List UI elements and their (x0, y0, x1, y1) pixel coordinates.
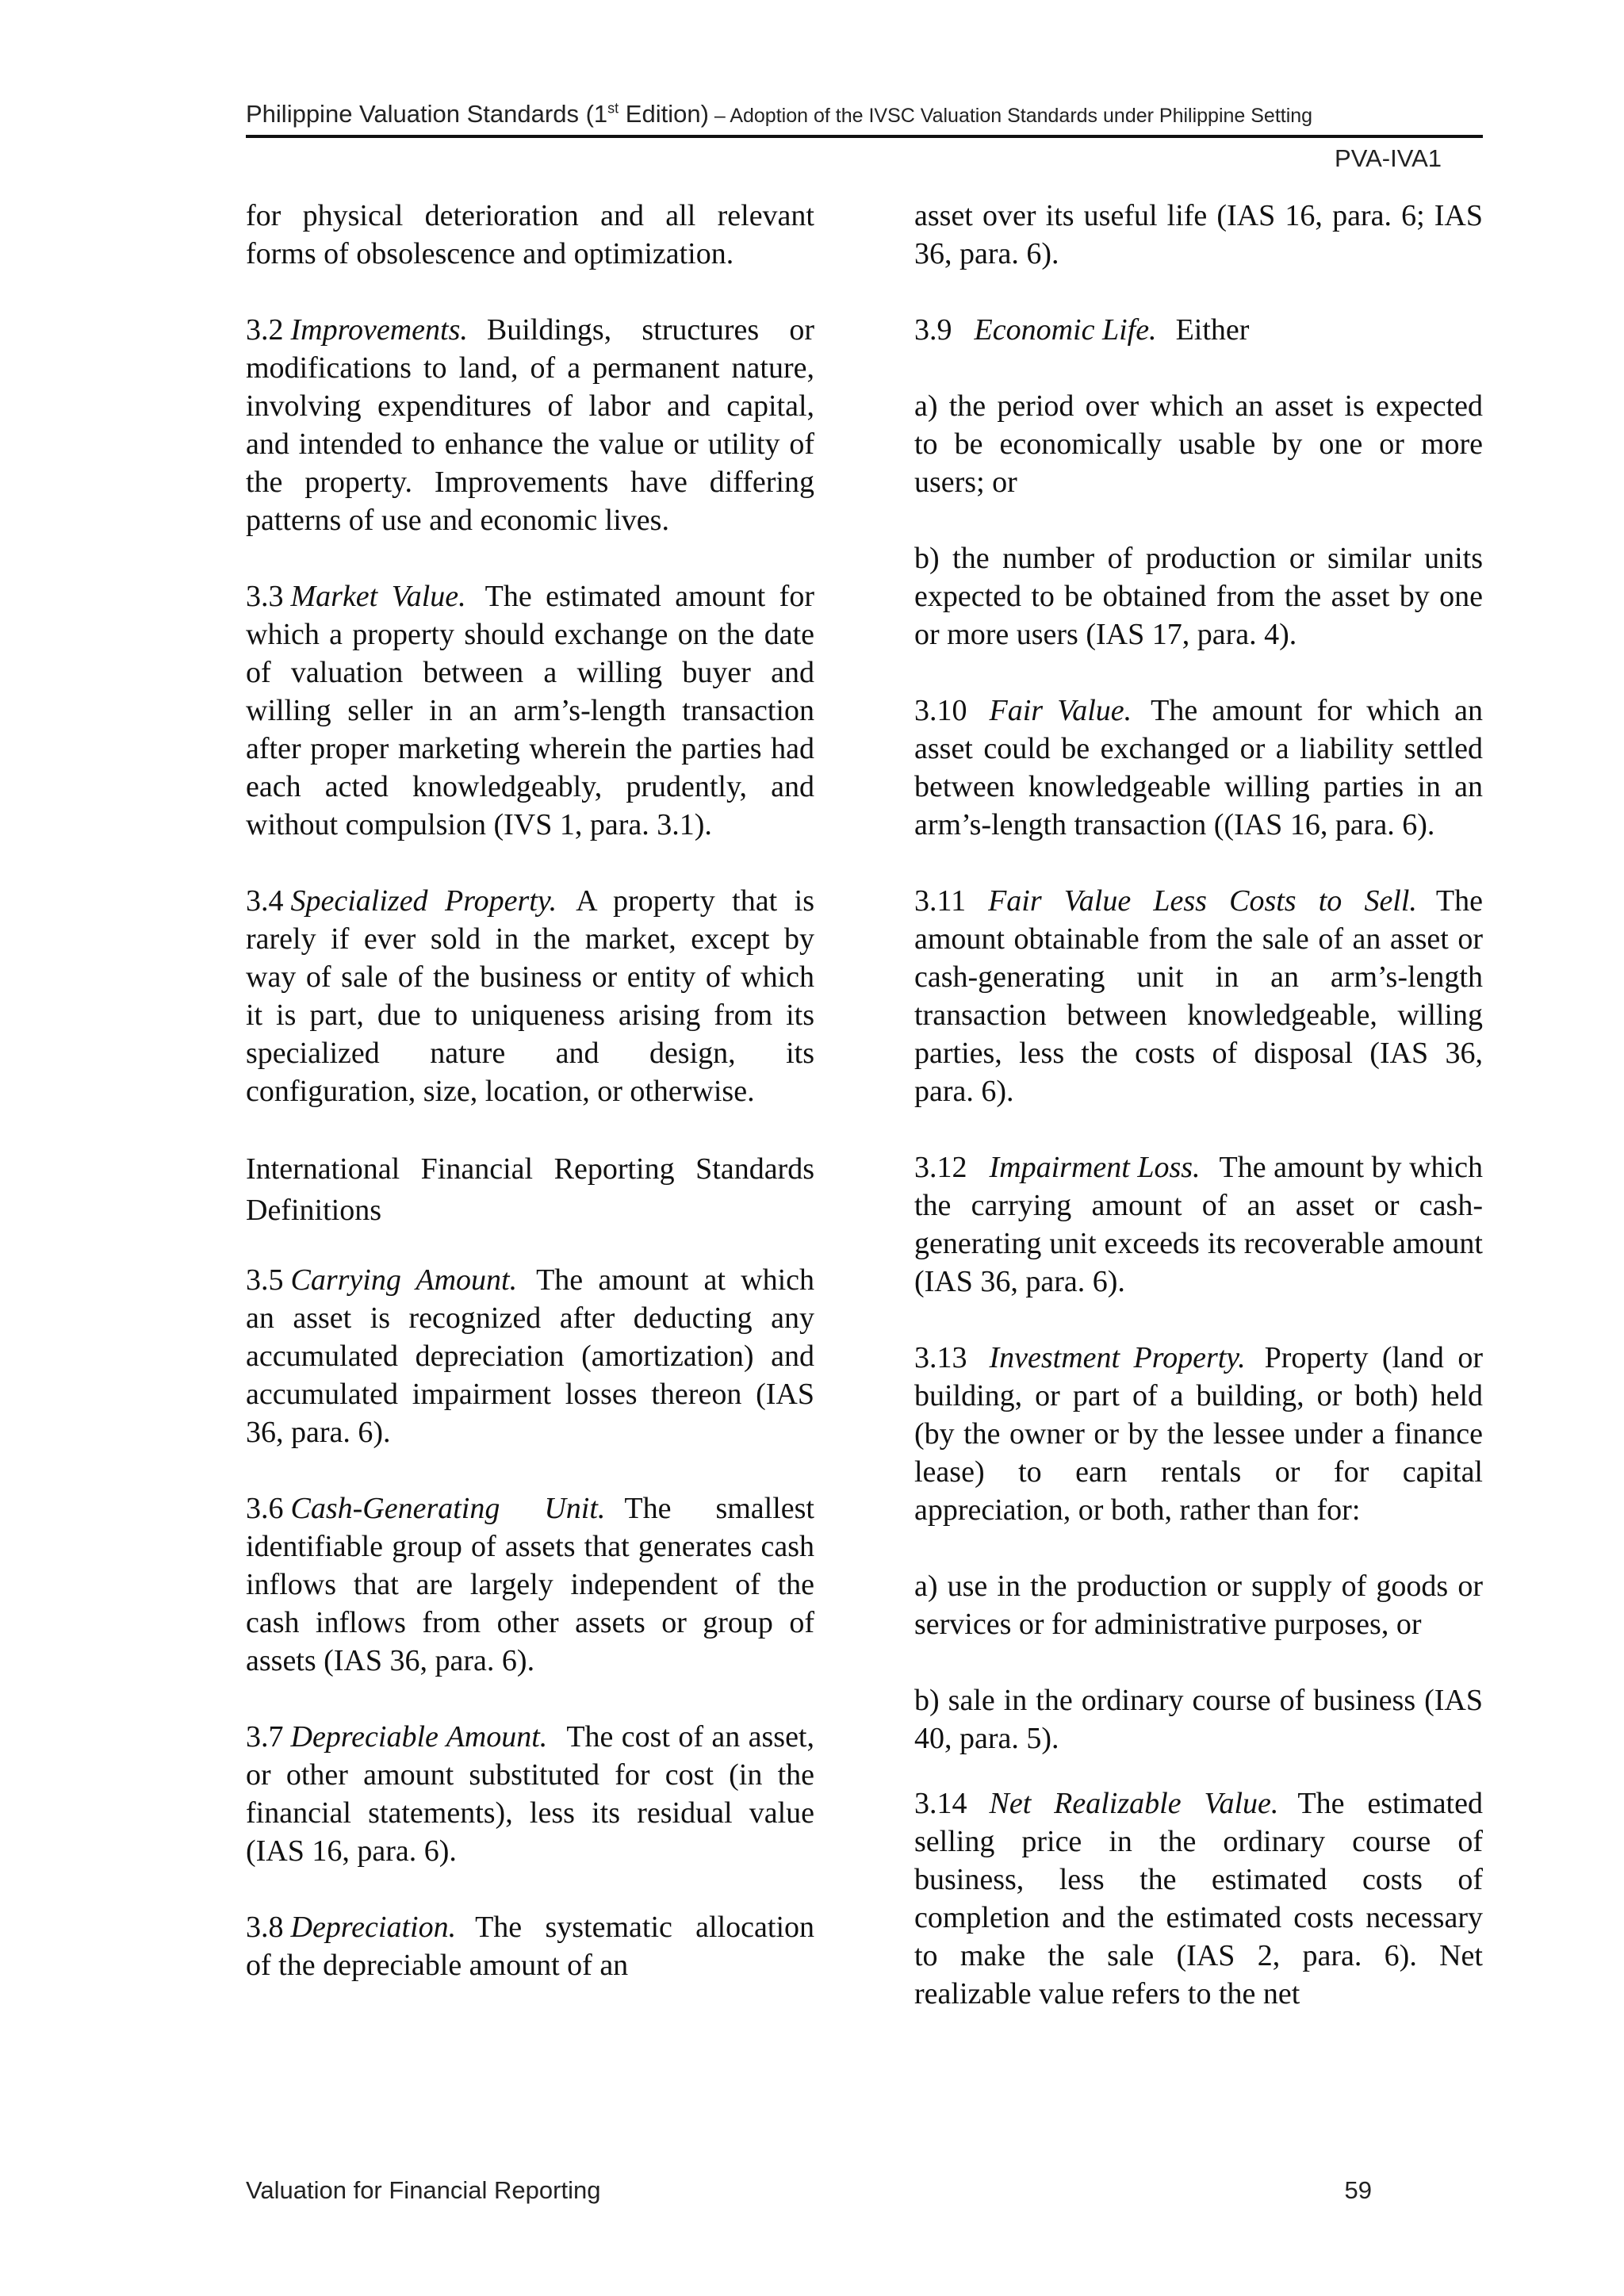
paragraph-text: for physical deterioration and all relevant forms of obsolescence and optimization. (246, 199, 814, 270)
list-item-text: a) the period over which an asset is expected to be economically usable by one or more users; or (914, 389, 1483, 499)
footer-title: Valuation for Financial Reporting (246, 2176, 601, 2204)
definition-number: 3.10 (914, 694, 967, 727)
header-rule (246, 135, 1483, 138)
definition-term: Improvements. (290, 313, 468, 347)
document-code: PVA-IVA1 (1335, 144, 1442, 172)
list-item-b (914, 539, 1483, 654)
definition-term: Depreciation. (290, 1911, 457, 1944)
paragraph-continuation (914, 197, 1483, 273)
section-heading-text: International Financial Reporting Standards Definitions (246, 1152, 814, 1227)
definition-text: The amount by which the carrying amount of an asset or cash-generating unit exceeds its recoverable amount (IAS 36, para. 6). (914, 1151, 1483, 1298)
definition-text: The systematic allocation of the depreciable amount of an (246, 1911, 814, 1982)
definition-improvements (246, 311, 814, 539)
definition-number: 3.6 (246, 1492, 284, 1525)
header-edition: (1st Edition) (585, 100, 709, 128)
definition-depreciable-amount (246, 1718, 814, 1870)
definition-economic-life (914, 311, 1483, 349)
definition-text: The amount obtainable from the sale of an asset or cash-generating unit in an arm’s-length transaction between knowledgeable, willing parties, less the costs of disposal (IAS 36, para. 6). (914, 884, 1483, 1108)
definition-number: 3.9 (914, 313, 952, 347)
definition-number: 3.14 (914, 1787, 967, 1820)
page-number: 59 (1344, 2176, 1372, 2204)
definition-fair-value-less-costs (914, 882, 1483, 1110)
definition-number: 3.3 (246, 580, 284, 613)
definition-text: The estimated selling price in the ordinary course of business, less the estimated costs of completion and the estimated costs necessary to make the sale (IAS 2, para. 6). Net realizable value refers to the net (914, 1787, 1483, 2010)
definition-investment-property (914, 1339, 1483, 1529)
page-header (246, 97, 1483, 176)
header-subtitle: Adoption of the IVSC Valuation Standards under Philippine Setting (730, 105, 1313, 127)
definition-impairment-loss (914, 1148, 1483, 1301)
definition-term: Market Value. (290, 580, 466, 613)
left-column (246, 197, 814, 2022)
definition-text: Either (1175, 313, 1250, 347)
definition-carrying-amount (246, 1261, 814, 1451)
definition-number: 3.8 (246, 1911, 284, 1944)
list-item-text: b) sale in the ordinary course of business (IAS 40, para. 5). (914, 1684, 1483, 1755)
definition-number: 3.12 (914, 1151, 967, 1184)
definition-term: Fair Value Less Costs to Sell. (988, 884, 1417, 918)
header-title: Philippine Valuation Standards (246, 100, 579, 128)
list-item-text: b) the number of production or similar units expected to be obtained from the asset by one or more users (IAS 17, para. 4). (914, 542, 1483, 651)
definition-text: Buildings, structures or modifications to land, of a permanent nature, involving expenditures of labor and capital, and intended to enhance the value or utility of the property. Improvements have differing patterns of use and economic lives. (246, 313, 814, 537)
definition-term: Impairment Loss. (989, 1151, 1201, 1184)
paragraph-continuation (246, 197, 814, 273)
definition-depreciation (246, 1908, 814, 1984)
definition-term: Fair Value. (989, 694, 1132, 727)
definition-specialized-property (246, 882, 814, 1110)
definition-number: 3.4 (246, 884, 284, 918)
definition-text: The cost of an asset, or other amount substituted for cost (in the financial statements), less its residual value (IAS 16, para. 6). (246, 1720, 814, 1868)
definition-market-value (246, 577, 814, 844)
paragraph-text: asset over its useful life (IAS 16, para. 6; IAS 36, para. 6). (914, 199, 1483, 270)
definition-term: Specialized Property. (290, 884, 557, 918)
list-item-a (914, 1567, 1483, 1643)
definition-text: The estimated amount for which a property should exchange on the date of valuation between a willing buyer and willing seller in an arm’s-length transaction after proper marketing wherein the parties had each acted knowledgeably, prudently, and without compulsion (IVS 1, para. 3.1). (246, 580, 814, 841)
definition-number: 3.7 (246, 1720, 284, 1754)
definition-number: 3.11 (914, 884, 967, 918)
right-column (914, 197, 1483, 2051)
page-footer (246, 2173, 1372, 2208)
list-item-b (914, 1681, 1483, 1757)
definition-term: Carrying Amount. (290, 1263, 518, 1297)
definition-number: 3.13 (914, 1341, 967, 1374)
definition-net-realizable-value (914, 1784, 1483, 2013)
header-title-line (246, 97, 1483, 133)
definition-term: Cash-Generating Unit. (290, 1492, 606, 1525)
definition-term: Depreciable Amount. (290, 1720, 548, 1754)
definition-text: The amount for which an asset could be exchanged or a liability settled between knowledgeable willing parties in an arm’s-length transaction ((IAS 16, para. 6). (914, 694, 1483, 841)
list-item-a (914, 387, 1483, 501)
definition-text: The amount at which an asset is recognized after deducting any accumulated depreciation (amortization) and accumulated impairment losses thereon (IAS 36, para. 6). (246, 1263, 814, 1449)
definition-term: Economic Life. (974, 313, 1157, 347)
definition-text: The smallest identifiable group of assets that generates cash inflows that are largely independent of the cash inflows from other assets or group of assets (IAS 36, para. 6). (246, 1492, 814, 1677)
section-heading (246, 1148, 814, 1231)
definition-fair-value (914, 692, 1483, 844)
definition-text: A property that is rarely if ever sold in the market, except by way of sale of the business or entity of which it is part, due to uniqueness arising from its specialized nature and design, its configuration, size, location, or otherwise. (246, 884, 814, 1108)
definition-number: 3.2 (246, 313, 284, 347)
header-dash: – (708, 105, 730, 127)
list-item-text: a) use in the production or supply of goods or services or for administrative purposes, or (914, 1570, 1483, 1641)
definition-cash-generating-unit (246, 1489, 814, 1680)
definition-term: Net Realizable Value. (989, 1787, 1279, 1820)
definition-number: 3.5 (246, 1263, 284, 1297)
definition-term: Investment Property. (989, 1341, 1246, 1374)
definition-text: Property (land or building, or part of a building, or both) held (by the owner or by the lessee under a finance lease) to earn rentals or for capital appreciation, or both, rather than for: (914, 1341, 1483, 1527)
